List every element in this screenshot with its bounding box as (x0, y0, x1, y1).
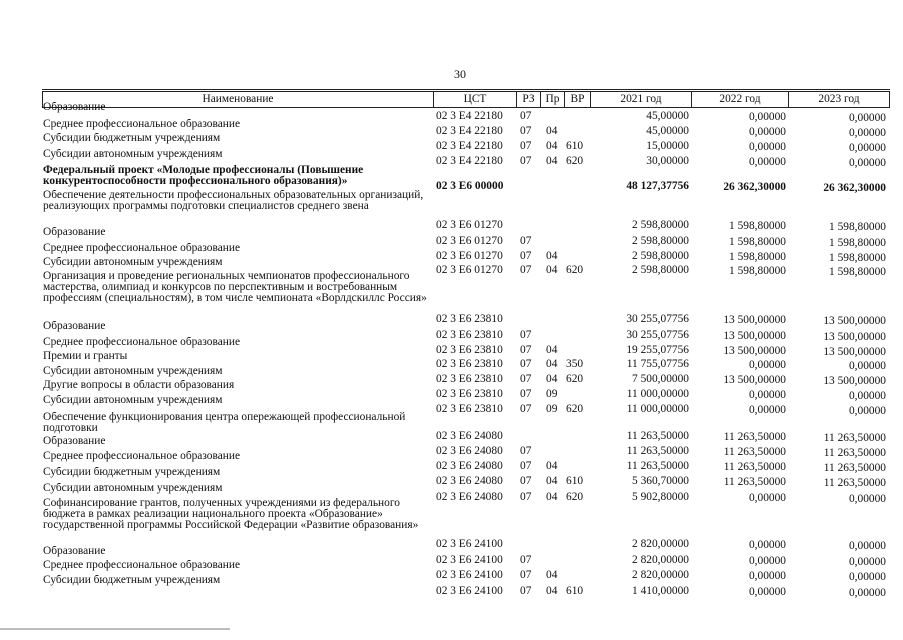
row-cst: 02 3 E6 24080 (436, 460, 503, 472)
row-name: Обеспечение деятельности профессиональных образовательных организаций, реализующих программы подготовки специалистов среднего звена (43, 190, 424, 212)
row-cst: 02 3 E6 01270 (436, 264, 503, 276)
header-name: Наименование (42, 91, 434, 108)
row-2022: 1 598,80000 (729, 220, 786, 232)
row-name: Образование (43, 321, 106, 332)
row-vr: 620 (566, 491, 584, 503)
row-2021: 2 598,80000 (632, 219, 689, 231)
row-cst: 02 3 E6 23810 (436, 329, 503, 341)
row-2023: 13 500,00000 (823, 315, 886, 327)
header-vr: ВР (564, 91, 591, 108)
row-cst: 02 3 E4 22180 (436, 140, 503, 152)
row-name: Субсидии бюджетным учреждениям (43, 575, 221, 586)
header-cst: ЦСТ (433, 91, 517, 108)
row-pr: 04 (546, 460, 558, 472)
row-name: Образование (43, 436, 106, 447)
row-2023: 26 362,30000 (823, 182, 886, 194)
row-cst: 02 3 E4 22180 (436, 155, 503, 167)
header-2023: 2023 год (788, 91, 890, 108)
row-2021: 11 000,00000 (626, 388, 689, 400)
row-cst: 02 3 E6 24100 (436, 569, 503, 581)
row-name: Субсидии автономным учреждениям (43, 149, 223, 160)
row-rz: 07 (520, 125, 532, 137)
row-2023: 11 263,50000 (823, 447, 886, 459)
row-cst: 02 3 E4 22180 (436, 125, 503, 137)
row-name: Образование (43, 546, 106, 557)
row-vr: 620 (566, 373, 584, 385)
row-2022: 11 263,50000 (723, 446, 786, 458)
row-cst: 02 3 E6 23810 (436, 388, 503, 400)
row-rz: 07 (520, 155, 532, 167)
row-2022: 1 598,80000 (729, 236, 786, 248)
row-cst: 02 3 E6 01270 (436, 219, 503, 231)
header-pr: Пр (540, 91, 565, 108)
row-2022: 0,00000 (748, 156, 786, 168)
row-2022: 0,00000 (748, 492, 786, 504)
row-2022: 1 598,80000 (729, 265, 786, 277)
row-name: Организация и проведение региональных чемпионатов профессионального мастерства, олимпиад и конкурсов по перспективным и востребованным профессиям (специальностям), в том числе чемпионата «Ворлдскиллс Россия» (43, 271, 427, 304)
row-2021: 19 255,07756 (626, 344, 689, 356)
row-name: Субсидии автономным учреждениям (43, 483, 223, 494)
row-2021: 15,00000 (646, 140, 689, 152)
row-rz: 07 (520, 445, 532, 457)
bottom-edge (0, 628, 230, 630)
row-cst: 02 3 E6 23810 (436, 373, 503, 385)
row-2022: 0,00000 (748, 555, 786, 567)
row-2022: 11 263,50000 (723, 431, 786, 443)
header-2021: 2021 год (590, 91, 692, 108)
row-rz: 07 (520, 344, 532, 356)
row-name: Субсидии автономным учреждениям (43, 395, 223, 406)
header-2022: 2022 год (691, 91, 789, 108)
row-2023: 0,00000 (848, 540, 886, 552)
row-2021: 5 902,80000 (632, 491, 689, 503)
row-pr: 04 (546, 264, 558, 276)
row-cst: 02 3 E4 22180 (436, 110, 503, 122)
row-cst: 02 3 E6 01270 (436, 250, 503, 262)
row-2021: 30,00000 (646, 155, 689, 167)
row-2023: 0,00000 (848, 390, 886, 402)
row-cst: 02 3 E6 23810 (436, 358, 503, 370)
row-2023: 0,00000 (848, 127, 886, 139)
row-vr: 620 (566, 403, 584, 415)
row-2022: 0,00000 (748, 359, 786, 371)
page-number: 30 (454, 67, 466, 81)
row-vr: 610 (566, 585, 584, 597)
row-name: Субсидии бюджетным учреждениям (43, 133, 221, 144)
row-2023: 1 598,80000 (829, 252, 886, 264)
row-2021: 11 000,00000 (626, 403, 689, 415)
row-name: Среднее профессиональное образование (43, 451, 241, 462)
row-2023: 0,00000 (848, 142, 886, 154)
row-2021: 1 410,00000 (632, 585, 689, 597)
row-rz: 07 (520, 250, 532, 262)
row-rz: 07 (520, 491, 532, 503)
row-pr: 09 (546, 388, 558, 400)
row-2021: 2 820,00000 (632, 538, 689, 550)
row-rz: 07 (520, 460, 532, 472)
row-vr: 620 (566, 155, 584, 167)
row-2022: 11 263,50000 (723, 476, 786, 488)
row-rz: 07 (520, 373, 532, 385)
row-2022: 0,00000 (748, 539, 786, 551)
row-pr: 04 (546, 373, 558, 385)
row-2021: 45,00000 (646, 125, 689, 137)
row-rz: 07 (520, 403, 532, 415)
row-2023: 0,00000 (848, 571, 886, 583)
row-2023: 13 500,00000 (823, 346, 886, 358)
row-rz: 07 (520, 569, 532, 581)
row-name: Среднее профессиональное образование (43, 243, 241, 254)
row-rz: 07 (520, 329, 532, 341)
row-name: Обеспечение функционирования центра опережающей профессиональной подготовки (43, 412, 406, 434)
row-name: Среднее профессиональное образование (43, 337, 241, 348)
row-name: Субсидии автономным учреждениям (43, 366, 223, 377)
row-name: Премии и гранты (43, 351, 128, 362)
row-2022: 13 500,00000 (723, 374, 786, 386)
row-cst: 02 3 E6 23810 (436, 403, 503, 415)
row-cst: 02 3 E6 00000 (436, 180, 504, 192)
row-name: Софинансирование грантов, полученных учреждениями из федерального бюджета в рамках реализации национального проекта «Образование» государственной программы Российской Федерации «Развитие образования» (43, 498, 419, 531)
row-2023: 13 500,00000 (823, 331, 886, 343)
row-2023: 11 263,50000 (823, 477, 886, 489)
row-cst: 02 3 E6 24100 (436, 538, 503, 550)
row-pr: 04 (546, 250, 558, 262)
row-2022: 0,00000 (748, 570, 786, 582)
row-name: Среднее профессиональное образование (43, 119, 241, 130)
row-2021: 2 598,80000 (632, 264, 689, 276)
row-2022: 0,00000 (748, 586, 786, 598)
row-pr: 04 (546, 140, 558, 152)
row-2022: 0,00000 (748, 404, 786, 416)
row-2023: 0,00000 (848, 360, 886, 372)
row-name: Другие вопросы в области образования (43, 380, 235, 391)
row-cst: 02 3 E6 24100 (436, 585, 503, 597)
row-2021: 30 255,07756 (626, 313, 689, 325)
row-2022: 26 362,30000 (723, 181, 786, 193)
row-2021: 5 360,70000 (632, 475, 689, 487)
row-rz: 07 (520, 475, 532, 487)
row-rz: 07 (520, 554, 532, 566)
row-name: Образование (43, 227, 106, 238)
row-2022: 13 500,00000 (723, 345, 786, 357)
row-2023: 1 598,80000 (829, 266, 886, 278)
header-rz: РЗ (516, 91, 541, 108)
row-2021: 2 820,00000 (632, 569, 689, 581)
row-vr: 610 (566, 140, 584, 152)
row-cst: 02 3 E6 24080 (436, 430, 503, 442)
row-cst: 02 3 E6 01270 (436, 235, 503, 247)
row-2021: 11 263,50000 (626, 460, 689, 472)
row-2023: 13 500,00000 (823, 375, 886, 387)
row-2022: 0,00000 (748, 141, 786, 153)
row-2021: 45,00000 (646, 110, 689, 122)
row-name: Образование (43, 102, 106, 113)
row-2023: 0,00000 (848, 157, 886, 169)
row-2023: 0,00000 (848, 493, 886, 505)
row-rz: 07 (520, 358, 532, 370)
row-2022: 0,00000 (748, 126, 786, 138)
row-cst: 02 3 E6 23810 (436, 313, 503, 325)
row-2023: 0,00000 (848, 405, 886, 417)
row-pr: 04 (546, 155, 558, 167)
row-2023: 11 263,50000 (823, 432, 886, 444)
row-pr: 09 (546, 403, 558, 415)
row-name: Федеральный проект «Молодые профессионалы (Повышение конкурентоспособности профессионального образования)» (43, 165, 364, 187)
row-vr: 350 (566, 358, 584, 370)
row-pr: 04 (546, 125, 558, 137)
row-name: Среднее профессиональное образование (43, 560, 241, 571)
row-2021: 48 127,37756 (626, 180, 689, 192)
row-2021: 2 598,80000 (632, 235, 689, 247)
row-name: Субсидии бюджетным учреждениям (43, 467, 221, 478)
row-pr: 04 (546, 358, 558, 370)
row-rz: 07 (520, 235, 532, 247)
row-2021: 30 255,07756 (626, 329, 689, 341)
row-2023: 1 598,80000 (829, 237, 886, 249)
row-2023: 0,00000 (848, 112, 886, 124)
row-vr: 610 (566, 475, 584, 487)
row-pr: 04 (546, 344, 558, 356)
row-2021: 11 263,50000 (626, 445, 689, 457)
row-2022: 1 598,80000 (729, 251, 786, 263)
row-rz: 07 (520, 264, 532, 276)
row-2021: 11 263,50000 (626, 430, 689, 442)
row-2023: 0,00000 (848, 556, 886, 568)
row-rz: 07 (520, 110, 532, 122)
row-cst: 02 3 E6 23810 (436, 344, 503, 356)
row-2021: 2 598,80000 (632, 250, 689, 262)
row-2021: 2 820,00000 (632, 554, 689, 566)
row-vr: 620 (566, 264, 584, 276)
row-2022: 13 500,00000 (723, 314, 786, 326)
row-pr: 04 (546, 491, 558, 503)
row-name: Субсидии автономным учреждениям (43, 257, 223, 268)
row-2023: 1 598,80000 (829, 221, 886, 233)
row-rz: 07 (520, 585, 532, 597)
row-rz: 07 (520, 388, 532, 400)
row-cst: 02 3 E6 24080 (436, 491, 503, 503)
row-rz: 07 (520, 140, 532, 152)
row-cst: 02 3 E6 24080 (436, 475, 503, 487)
row-cst: 02 3 E6 24100 (436, 554, 503, 566)
row-2022: 13 500,00000 (723, 330, 786, 342)
row-2021: 11 755,07756 (626, 358, 689, 370)
row-2023: 0,00000 (848, 587, 886, 599)
row-2021: 7 500,00000 (632, 373, 689, 385)
row-2023: 11 263,50000 (823, 462, 886, 474)
row-cst: 02 3 E6 24080 (436, 445, 503, 457)
row-2022: 0,00000 (748, 389, 786, 401)
row-pr: 04 (546, 569, 558, 581)
row-pr: 04 (546, 475, 558, 487)
row-pr: 04 (546, 585, 558, 597)
row-2022: 0,00000 (748, 111, 786, 123)
row-2022: 11 263,50000 (723, 461, 786, 473)
